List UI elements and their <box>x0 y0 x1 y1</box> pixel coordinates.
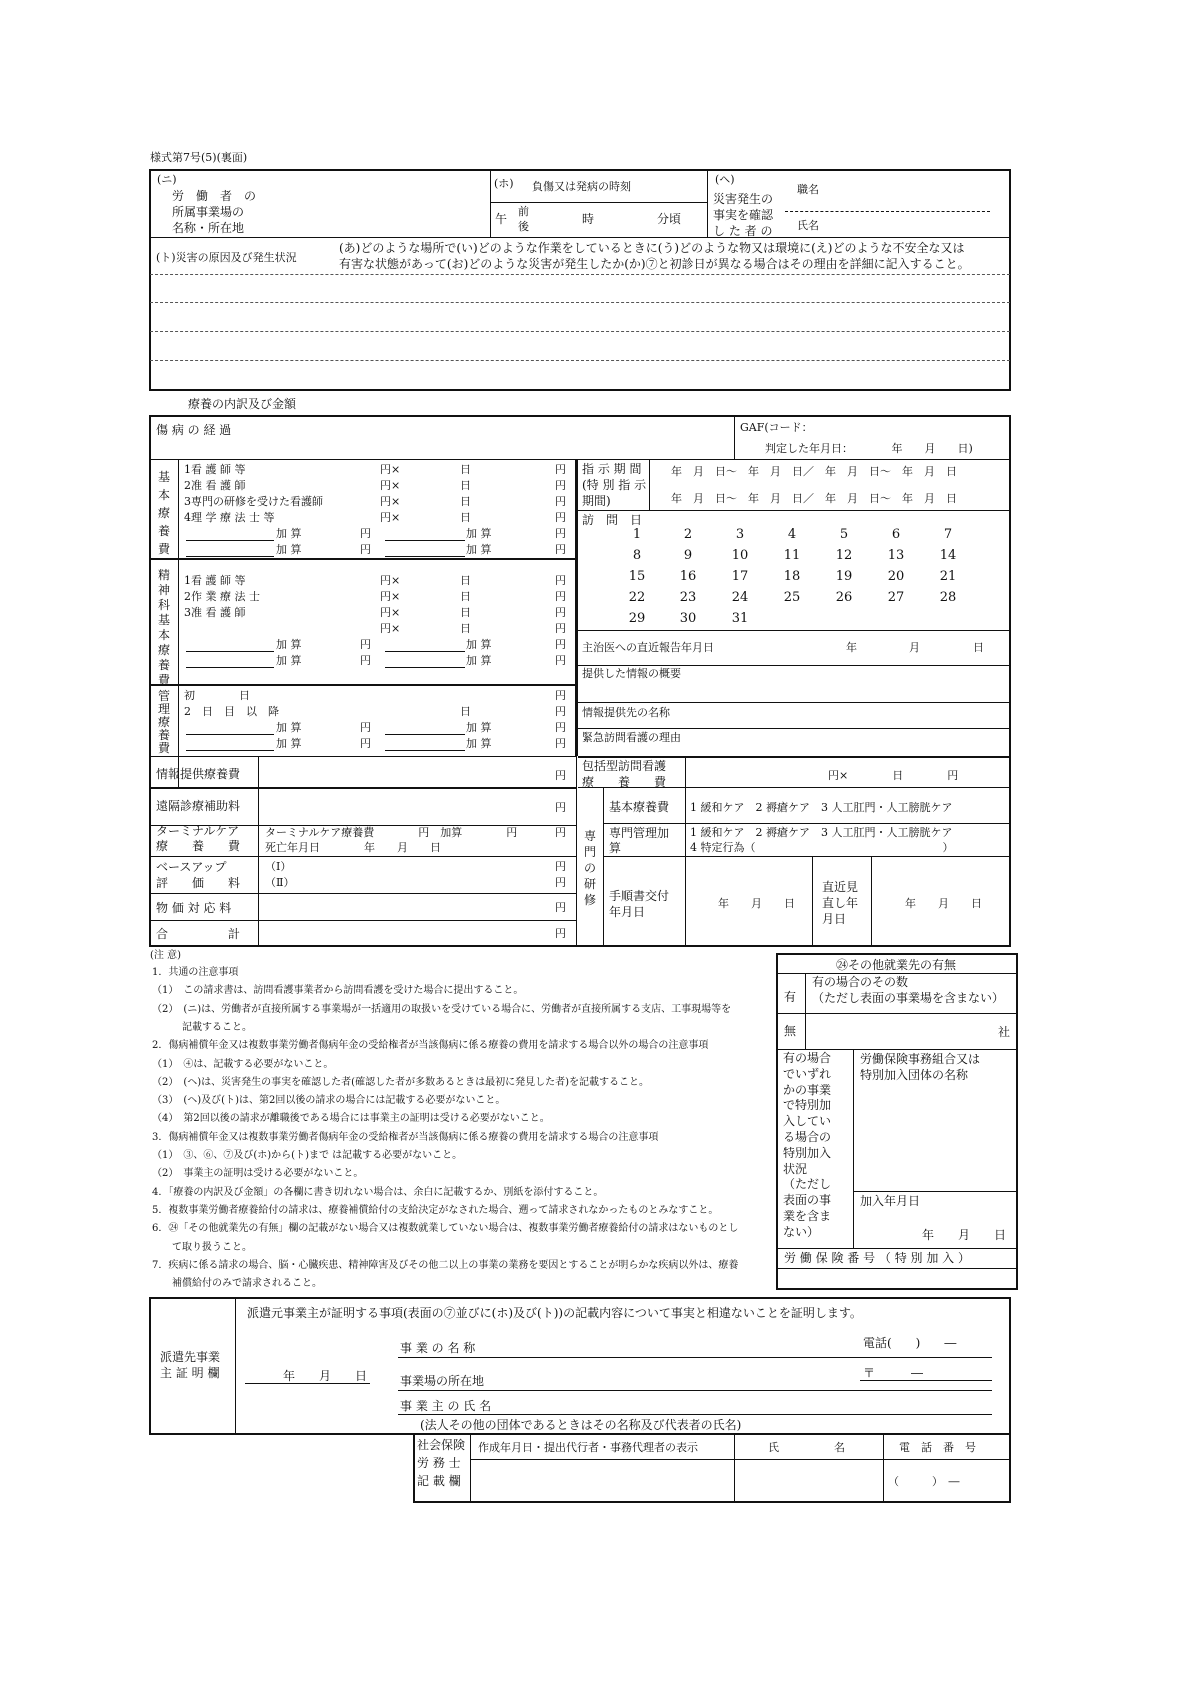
sharoshi-col-2: 氏 名 <box>768 1441 845 1454</box>
rate-en: 円 <box>555 705 566 718</box>
sonota-left-line: で特別加 <box>783 1098 832 1113</box>
houmon-label: 訪 問 日 <box>582 513 643 527</box>
note-line: 4．「療養の内訳及び金額」の各欄に書き切れない場合は、余白に記載するか、別紙を添付すること。 <box>152 1186 604 1198</box>
worker-label-2: 所属事業場の <box>172 205 245 219</box>
gogo-label: 後 <box>518 220 529 233</box>
note-line: （1） この請求書は、訪問看護事業者から訪問看護を受けた場合に提出すること。 <box>152 985 524 997</box>
bukka-en: 円 <box>555 901 566 914</box>
note-line: 2．傷病補償年金又は複数事業労働者傷病年金の受給権者が当該傷病に係る療養の費用を請求する場合以外の場合の注意事項 <box>152 1040 709 1052</box>
note-line: 3．傷病補償年金又は複数事業労働者傷病年金の受給権者が当該傷病に係る療養の費用を請求する場合の注意事項 <box>152 1131 659 1143</box>
worker-label-3: 名称・所在地 <box>172 221 245 235</box>
sha-label: 社 <box>998 1025 1011 1039</box>
sonota-left-line: 有の場合 <box>783 1051 832 1065</box>
visit-day[interactable]: 29 <box>628 611 646 626</box>
kanyu-date: 年 月 日 <box>922 1228 1007 1242</box>
kihon-side-label: 基本療養費 <box>157 470 170 556</box>
yu-text-2: （ただし表面の事業場を含まない） <box>812 991 1005 1005</box>
visit-day[interactable]: 26 <box>835 590 853 605</box>
kasan-en: 円 <box>360 737 371 750</box>
visit-day[interactable]: 11 <box>783 548 801 563</box>
kasan-label: 加 算 <box>276 638 302 651</box>
kasan-label: 加 算 <box>466 654 492 667</box>
sonota-left-line: る場合の <box>783 1130 832 1144</box>
sharoshi-col-1: 作成年月日・提出代行者・事務代理者の表示 <box>478 1441 698 1454</box>
visit-day[interactable]: 31 <box>731 611 749 626</box>
baseup-en-2: 円 <box>555 876 566 889</box>
rate-nichi: 日 <box>460 574 471 587</box>
visit-day[interactable]: 2 <box>683 527 693 542</box>
workplace-input[interactable] <box>260 172 485 234</box>
shujii-label: 主治医への直近報告年月日 <box>582 641 714 654</box>
kasan-label: 加 算 <box>466 527 492 540</box>
visit-day[interactable]: 28 <box>939 590 957 605</box>
kanri-row-2: 2 日 目 以 降 <box>184 705 279 718</box>
note-line: 1．共通の注意事項 <box>152 967 239 978</box>
houkatsu-value: 円× 日 円 <box>828 769 959 782</box>
kihon-row-2: 2准 看 護 師 <box>184 479 246 492</box>
baseup-value-2: （Ⅱ） <box>265 876 295 889</box>
kasan-en: 円 <box>555 638 566 651</box>
gokei-label: 合 計 <box>156 927 241 941</box>
tejunsho-date: 年 月 日 <box>718 897 795 910</box>
kanri-row-1: 初 日 <box>184 689 250 702</box>
rate-nichi: 日 <box>460 590 471 603</box>
visit-day[interactable]: 22 <box>628 590 646 605</box>
kasan-en: 円 <box>555 543 566 556</box>
notes-title: (注 意) <box>150 950 181 961</box>
senmon-kanri-value-1: 1 緩和ケア 2 褥瘡ケア 3 人工肛門・人工膀胱ケア <box>690 826 953 839</box>
visit-day[interactable]: 17 <box>731 569 749 584</box>
sharoshi-label-3: 記 載 欄 <box>417 1474 461 1488</box>
rate-en: 円 <box>555 606 566 619</box>
gozen-label: 前 <box>518 205 529 218</box>
shiji-range-2: 年 月 日～ 年 月 日／ 年 月 日～ 年 月 日 <box>671 492 957 505</box>
form-title: 様式第7号(5)(裏面) <box>150 151 248 164</box>
houkatsu-label-1: 包括型訪問看護 <box>582 759 667 773</box>
rate-nichi: 日 <box>460 511 471 524</box>
bukka-label: 物 価 対 応 料 <box>156 901 232 915</box>
rate-en-x: 円× <box>380 511 401 524</box>
note-line: （1） ③、⑥、⑦及び(ホ)から(ト)まで は記載する必要がないこと。 <box>152 1150 463 1161</box>
rate-en: 円 <box>555 495 566 508</box>
joho-teikyo-en: 円 <box>555 769 566 782</box>
shiji-label-2: (特 別 指 示 <box>582 478 647 492</box>
visit-day[interactable]: 12 <box>835 548 853 563</box>
rate-en-x: 円× <box>380 495 401 508</box>
section-ho-mark: (ホ) <box>494 177 514 190</box>
visit-day[interactable]: 18 <box>783 569 801 584</box>
kasan-en: 円 <box>555 654 566 667</box>
visit-day[interactable]: 13 <box>887 548 905 563</box>
visit-day[interactable]: 9 <box>683 548 693 563</box>
name-label: 氏名 <box>797 219 819 232</box>
visit-day[interactable]: 23 <box>679 590 697 605</box>
kasan-en: 円 <box>360 543 371 556</box>
shujii-nichi: 日 <box>973 641 984 654</box>
enkaku-en: 円 <box>555 801 566 814</box>
confirmer-label-3: し た 者 の <box>713 224 773 238</box>
cause-instruction-2: 有害な状態があって(お)どのような災害が発生したか(か)⑦と初診日が異なる場合はその理由を詳細に記入すること。 <box>339 257 970 271</box>
rate-en: 円 <box>555 574 566 587</box>
kasan-label: 加 算 <box>466 543 492 556</box>
baseup-label-2: 評 価 料 <box>156 876 241 890</box>
note-line: 6．㉔「その他就業先の有無」欄の記載がない場合又は複数就業していない場合は、複数事業労働者療養給付の請求はないものとし <box>152 1223 739 1235</box>
joho-teikyo-label: 情報提供療養費 <box>156 767 241 781</box>
mu-label: 無 <box>784 1024 797 1038</box>
visit-day[interactable]: 10 <box>731 548 749 563</box>
sonota-left-line: 業を含ま <box>783 1209 832 1223</box>
shiji-range-1: 年 月 日～ 年 月 日／ 年 月 日～ 年 月 日 <box>671 465 957 478</box>
sonota-left-line: かの事業 <box>783 1082 832 1097</box>
tejunsho-label-1: 手順書交付 <box>609 889 670 903</box>
minaoshi-label-1: 直近見 <box>822 880 859 894</box>
note-line: （2） 事業主の証明は受ける必要がないこと。 <box>152 1168 364 1180</box>
visit-day[interactable]: 8 <box>632 548 642 563</box>
yu-text-1: 有の場合のその数 <box>812 975 909 989</box>
ryoyo-title: 療養の内訳及び金額 <box>188 397 297 411</box>
sharoshi-col-3: 電 話 番 号 <box>899 1441 976 1454</box>
visit-day[interactable]: 20 <box>887 569 905 584</box>
cause-input[interactable] <box>151 275 1009 389</box>
kasan-en: 円 <box>360 638 371 651</box>
minute-label: 分頃 <box>657 212 682 226</box>
visit-day[interactable]: 5 <box>839 527 849 542</box>
rate-nichi: 日 <box>460 622 471 635</box>
sonota-title: ㉔その他就業先の有無 <box>836 958 957 972</box>
yu-label: 有 <box>784 990 797 1004</box>
kasan-label: 加 算 <box>466 737 492 750</box>
kasan-label: 加 算 <box>276 654 302 667</box>
baseup-en-1: 円 <box>555 860 566 873</box>
seishin-side-label: 精神科基本療養費 <box>157 568 170 687</box>
section-ni-mark: (ニ) <box>157 173 177 186</box>
rate-en-x: 円× <box>380 463 401 476</box>
kumiai-label-2: 特別加入団体の名称 <box>860 1068 969 1082</box>
note-line: 補償給付のみで請求されること。 <box>152 1278 322 1290</box>
confirmer-label-2: 事実を確認 <box>713 208 774 222</box>
senmon-kanri-label-1: 専門管理加 <box>609 826 670 840</box>
job-title-label: 職名 <box>797 183 819 196</box>
rate-nichi: 日 <box>460 606 471 619</box>
rate-en-x: 円× <box>380 590 401 603</box>
shozaichi-label: 事業場の所在地 <box>400 1374 485 1388</box>
go-label: 午 <box>495 212 508 226</box>
hour-label: 時 <box>582 212 595 226</box>
kinkyu-label: 緊急訪問看護の理由 <box>582 731 681 744</box>
kasan-en: 円 <box>555 737 566 750</box>
rate-nichi: 日 <box>460 463 471 476</box>
rate-en-x: 円× <box>380 479 401 492</box>
note-line: 5．複数事業労働者療養給付の請求は、療養補償給付の支給決定がなされた場合、遡って請求されなかったものとみなすこと。 <box>152 1204 719 1216</box>
cause-label: (ト)災害の原因及び発生状況 <box>156 251 297 264</box>
shiji-label-1: 指 示 期 間 <box>582 462 642 476</box>
confirmer-label-1: 災害発生の <box>713 192 774 206</box>
seishin-row-3: 3准 看 護 師 <box>184 606 246 619</box>
note-line: （1） ④は、記載する必要がないこと。 <box>152 1058 334 1070</box>
rate-en-x: 円× <box>380 574 401 587</box>
visit-day[interactable]: 3 <box>735 527 745 542</box>
rate-nichi: 日 <box>460 479 471 492</box>
tel-label: 電話( ) ― <box>863 1336 957 1350</box>
visit-day[interactable]: 27 <box>887 590 905 605</box>
sharoshi-label-1: 社会保険 <box>417 1438 466 1452</box>
injury-time-label: 負傷又は発病の時刻 <box>532 180 631 193</box>
rate-en-x: 円× <box>380 606 401 619</box>
worker-label-1: 労 働 者 の <box>172 189 257 203</box>
cause-instruction-1: (あ)どのような場所で(い)どのような作業をしているときに(う)どのような物又は環境に(え)どのような不安全な又は <box>339 241 965 255</box>
sharoshi-label-2: 労 務 士 <box>417 1456 461 1470</box>
rate-nichi: 日 <box>460 705 471 718</box>
sonota-left-line: 状況 <box>783 1161 808 1176</box>
note-line: （4） 第2回以後の請求が離職後である場合には事業主の証明は受ける必要がないこと。 <box>152 1113 550 1125</box>
rate-nichi: 日 <box>460 495 471 508</box>
visit-day[interactable]: 21 <box>939 569 957 584</box>
shiji-label-3: 期間) <box>582 494 611 508</box>
kumiai-label-1: 労働保険事務組合又は <box>860 1052 981 1066</box>
visit-day[interactable]: 7 <box>943 527 953 542</box>
senmon-kanri-label-2: 算 <box>609 841 622 855</box>
note-line: （2） (ヘ)は、災害発生の事実を確認した者(確認した者が多数あるときは最初に発見した者)を記載すること。 <box>152 1076 649 1088</box>
kanyu-label: 加入年月日 <box>860 1194 921 1208</box>
kasan-en: 円 <box>555 527 566 540</box>
gokei-en: 円 <box>555 927 566 940</box>
sonota-left-line: 入してい <box>783 1114 832 1129</box>
teikyo-gaiyo-label: 提供した情報の概要 <box>582 667 681 680</box>
rate-en: 円 <box>555 463 566 476</box>
terminal-value-2: 死亡年月日 年 月 日 <box>265 841 441 854</box>
kihon-row-4: 4理 学 療 法 士 等 <box>184 511 275 524</box>
seishin-row-2: 2作 業 療 法 士 <box>184 590 260 603</box>
minaoshi-label-3: 月日 <box>822 912 847 926</box>
shujii-tsuki: 月 <box>909 641 920 654</box>
bango-label: 労 働 保 険 番 号 （ 特 別 加 入 ） <box>784 1251 970 1265</box>
kanri-side-label: 管理療養費 <box>157 689 170 755</box>
tejunsho-label-2: 年月日 <box>609 905 646 919</box>
rate-en: 円 <box>555 590 566 603</box>
progress-label: 傷 病 の 経 過 <box>156 423 232 437</box>
rate-en-x: 円× <box>380 622 401 635</box>
note-line: 記載すること。 <box>152 1021 252 1033</box>
visit-day[interactable]: 15 <box>628 569 646 584</box>
kasan-en: 円 <box>360 527 371 540</box>
rate-en: 円 <box>555 622 566 635</box>
terminal-en: 円 <box>555 826 566 839</box>
haken-label-1: 派遣先事業 <box>160 1350 221 1364</box>
rate-en: 円 <box>555 689 566 702</box>
kihon-ryoyo-label: 基本療養費 <box>609 800 670 814</box>
visit-day[interactable]: 4 <box>787 527 797 542</box>
kasan-label: 加 算 <box>276 543 302 556</box>
sonota-left-line: 特別加入 <box>783 1145 832 1160</box>
enkaku-label: 遠隔診療補助料 <box>156 799 241 813</box>
terminal-label-2: 療 養 費 <box>156 839 241 853</box>
minaoshi-label-2: 直し年 <box>822 896 859 910</box>
visit-day[interactable]: 30 <box>679 611 697 626</box>
shujii-nen: 年 <box>846 641 857 654</box>
rate-en: 円 <box>555 479 566 492</box>
bango-input[interactable] <box>778 1269 1016 1288</box>
kasan-en: 円 <box>360 721 371 734</box>
kasan-label: 加 算 <box>276 721 302 734</box>
teikyo-saki-label: 情報提供先の名称 <box>582 706 670 719</box>
note-line: て取り扱うこと。 <box>152 1241 252 1253</box>
senmon-kanri-value-2: 4 特定行為（ ） <box>690 841 954 854</box>
haken-statement: 派遣元事業主が証明する事項(表面の⑦並びに(ホ)及び(ト))の記載内容について事実と相違ないことを証明します。 <box>247 1306 862 1320</box>
visit-day[interactable]: 25 <box>783 590 801 605</box>
sonota-left-line: 表面の事 <box>783 1193 832 1208</box>
visit-day[interactable]: 16 <box>679 569 697 584</box>
kihon-ryoyo-value: 1 緩和ケア 2 褥瘡ケア 3 人工肛門・人工膀胱ケア <box>690 801 953 814</box>
kihon-row-3: 3専門の研修を受けた看護師 <box>184 495 323 508</box>
seishin-row-1: 1看 護 師 等 <box>184 574 246 587</box>
baseup-value-1: （Ⅰ） <box>265 860 292 873</box>
note-line: （3） (ヘ)及び(ト)は、第2回以後の請求の場合には記載する必要がないこと。 <box>152 1095 506 1107</box>
rate-en: 円 <box>555 511 566 524</box>
sonota-left-line: でいずれ <box>783 1066 832 1081</box>
kasan-label: 加 算 <box>466 721 492 734</box>
gaf-date-label: 判定した年月日： 年 月 日) <box>765 442 973 455</box>
kasan-label: 加 算 <box>466 638 492 651</box>
terminal-label-1: ターミナルケア <box>156 824 240 838</box>
terminal-value-1: ターミナルケア療養費 円 加算 円 <box>265 826 518 839</box>
visit-day[interactable]: 24 <box>731 590 749 605</box>
note-line: 7．疾病に係る請求の場合、脳・心臓疾患、精神障害及びその他二以上の事業の業務を要因とすることが明らかな疾病以外は、療養 <box>152 1259 739 1271</box>
sonota-left-line: ない） <box>783 1224 820 1239</box>
shimei-label: 事 業 主 の 氏 名 <box>400 1399 492 1413</box>
visit-day[interactable]: 6 <box>891 527 901 542</box>
visit-day[interactable]: 1 <box>632 527 642 542</box>
haken-date: 年 月 日 <box>283 1369 368 1383</box>
sharoshi-tel: （ ） ― <box>888 1475 960 1488</box>
jigyo-meisho-label: 事 業 の 名 称 <box>400 1341 476 1355</box>
houkatsu-label-2: 療 養 費 <box>582 775 667 789</box>
hojin-note: (法人その他の団体であるときはその名称及び代表者の氏名) <box>420 1418 742 1432</box>
kasan-label: 加 算 <box>276 737 302 750</box>
gaf-label: GAF(コード： <box>740 421 813 434</box>
visit-day[interactable]: 14 <box>939 548 957 563</box>
kasan-en: 円 <box>360 654 371 667</box>
minaoshi-date: 年 月 日 <box>905 897 982 910</box>
kasan-label: 加 算 <box>276 527 302 540</box>
visit-day[interactable]: 19 <box>835 569 853 584</box>
note-line: （2） (ニ)は、労働者が直接所属する事業場が一括適用の取扱いを受けている場合に、労働者が直接所属する支店、工事現場等を <box>152 1003 732 1015</box>
section-he-mark: (ヘ) <box>715 173 735 186</box>
senmon-side-label: 専門の研修 <box>583 829 596 907</box>
sharoshi-input[interactable] <box>472 1461 732 1501</box>
yubin-label: 〒 ― <box>863 1366 924 1380</box>
kihon-row-1: 1看 護 師 等 <box>184 463 246 476</box>
haken-label-2: 主 証 明 欄 <box>160 1366 220 1380</box>
sonota-left-line: （ただし <box>783 1177 832 1192</box>
baseup-label-1: ベースアップ <box>156 860 227 874</box>
kasan-en: 円 <box>555 721 566 734</box>
